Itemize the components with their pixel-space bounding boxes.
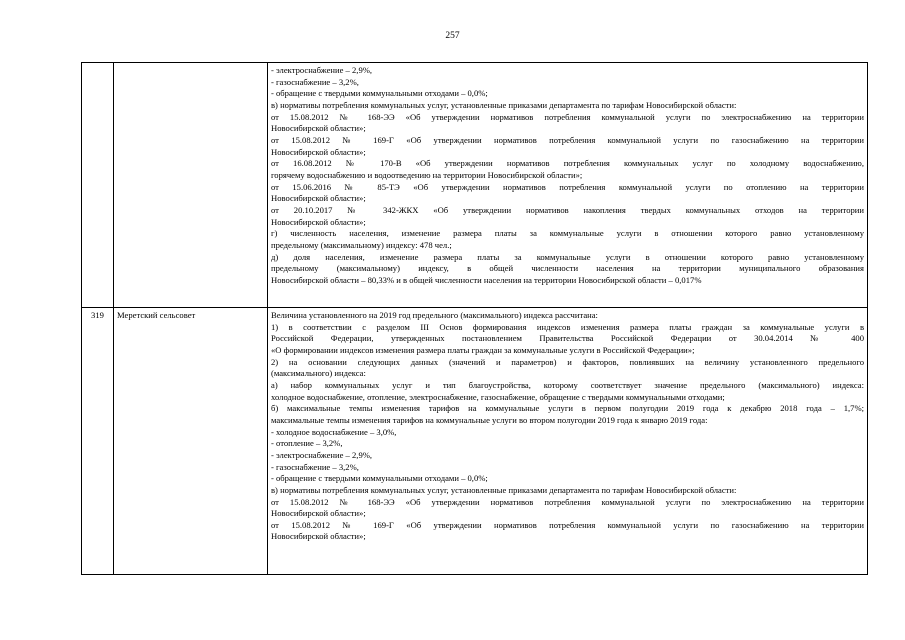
- text-line: - отопление – 3,2%,: [271, 438, 343, 449]
- text-line: от 15.08.2012 № 168-ЭЭ «Об утверждении нормативов потребления коммунальной услуги по электроснабжению на территории: [271, 111, 864, 122]
- text-line: от 15.08.2012 № 168-ЭЭ «Об утверждении нормативов потребления коммунальной услуги по электроснабжению на территории: [271, 496, 864, 507]
- text-line: холодное водоснабжение, отопление, электроснабжение, газоснабжение, обращение с твердыми коммунальными отходами;: [271, 391, 725, 402]
- text-line: от 16.08.2012 № 170-В «Об утверждении нормативов потребления коммунальных услуг по холодному водоснабжению,: [271, 158, 864, 169]
- text-line: Новосибирской области»;: [271, 216, 366, 227]
- text-line: д) доля населения, изменение размера платы за коммунальные услуги в отношении которого равно установленному: [271, 251, 864, 262]
- text-line: - обращение с твердыми коммунальными отходами – 0,0%;: [271, 88, 488, 99]
- description-cell: [268, 308, 868, 575]
- municipality-name-cell: Меретский сельсовет: [114, 308, 268, 575]
- text-line: Новосибирской области»;: [271, 123, 366, 134]
- text-line: - электроснабжение – 2,9%,: [271, 449, 373, 460]
- text-line: г) численность населения, изменение размера платы за коммунальные услуги в отношении которого равно установленному: [271, 228, 864, 239]
- text-line: б) максимальные темпы изменения тарифов на коммунальные услуги в первом полугодии 2019 года к декабрю 2018 года – 1,7%;: [271, 403, 864, 414]
- text-line: от 20.10.2017 № 342-ЖКХ «Об утверждении нормативов накопления твердых коммунальных отходов на территории: [271, 204, 864, 215]
- text-line: горячему водоснабжению и водоотведению на территории Новосибирской области»;: [271, 169, 583, 180]
- document-table: [81, 62, 868, 575]
- text-line: Новосибирской области»;: [271, 531, 366, 542]
- text-line: Новосибирской области»;: [271, 146, 366, 157]
- text-line: - холодное водоснабжение – 3,0%,: [271, 426, 397, 437]
- text-line: максимальные темпы изменения тарифов на коммунальные услуги во втором полугодии 2019 года к январю 2019 года:: [271, 414, 708, 425]
- text-line: (максимального) индекса:: [271, 368, 366, 379]
- description-cell: [268, 63, 868, 308]
- text-line: 1) в соответствии с разделом III Основ формирования индексов изменения размера платы граждан за коммунальные услуги в: [271, 321, 864, 332]
- row-number-cell: 319: [82, 308, 114, 575]
- text-line: - газоснабжение – 3,2%,: [271, 76, 359, 87]
- text-line: Величина установленного на 2019 год предельного (максимального) индекса рассчитана:: [271, 310, 598, 320]
- text-line: от 15.08.2012 № 169-Г «Об утверждении нормативов потребления коммунальной услуги по газоснабжению на территории: [271, 519, 864, 530]
- text-line: - обращение с твердыми коммунальными отходами – 0,0%;: [271, 473, 488, 484]
- row-number-cell: [82, 63, 114, 308]
- text-line: Новосибирской области – 80,33% и в общей численности населения на территории Новосибирской области – 0,017%: [271, 274, 702, 285]
- page-number: 257: [445, 31, 460, 41]
- text-line: Российской Федерации, утвержденных постановлением Правительства Российской Федерации от 30.04.2014 № 400: [271, 333, 864, 344]
- table-row: [82, 63, 868, 308]
- text-line: предельному (максимальному) индексу: 478 чел.;: [271, 239, 452, 250]
- text-line: - газоснабжение – 3,2%,: [271, 461, 359, 472]
- table-row: [82, 308, 868, 575]
- text-line: «О формировании индексов изменения размера платы граждан за коммунальные услуги в Российской Федерации»;: [271, 344, 695, 355]
- text-line: - электроснабжение – 2,9%,: [271, 65, 373, 75]
- municipality-name-cell: [114, 63, 268, 308]
- text-line: а) набор коммунальных услуг и тип благоустройства, которому соответствует значение предельного (максимального) индекса:: [271, 379, 864, 390]
- text-line: Новосибирской области»;: [271, 193, 366, 204]
- text-line: предельному (максимальному) индексу, в общей численности населения на территории муниципального образования: [271, 263, 864, 274]
- text-line: от 15.06.2016 № 85-ТЭ «Об утверждении нормативов потребления коммунальной услуги по отоплению на территории: [271, 181, 864, 192]
- text-line: в) нормативы потребления коммунальных услуг, установленные приказами департамента по тарифам Новосибирской области:: [271, 99, 737, 110]
- text-line: от 15.08.2012 № 169-Г «Об утверждении нормативов потребления коммунальной услуги по газоснабжению на территории: [271, 134, 864, 145]
- text-line: Новосибирской области»;: [271, 508, 366, 519]
- text-line: в) нормативы потребления коммунальных услуг, установленные приказами департамента по тарифам Новосибирской области:: [271, 484, 737, 495]
- text-line: 2) на основании следующих данных (значений и параметров) и факторов, повлиявших на величину установленного предельного: [271, 356, 864, 367]
